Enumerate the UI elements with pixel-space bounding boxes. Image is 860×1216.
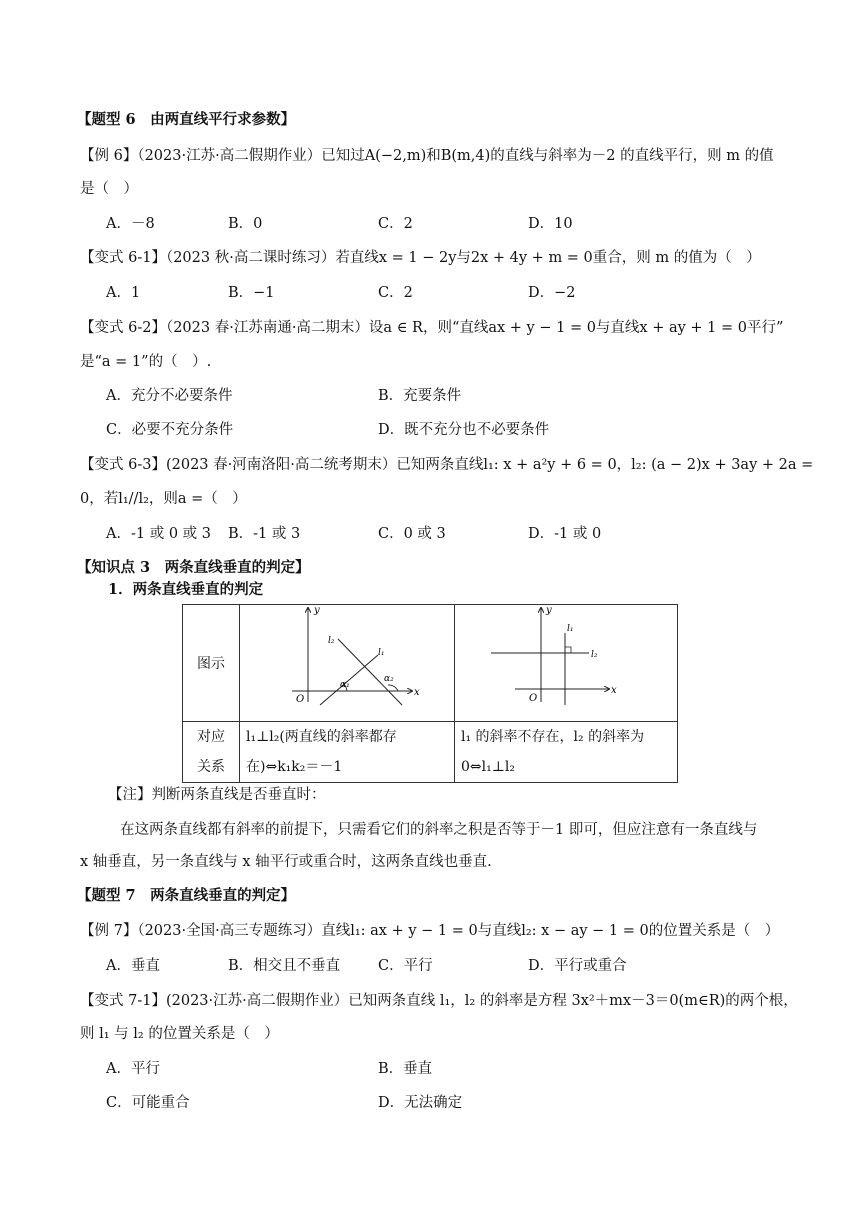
example-7-question: 【例 7】（2023·全国·高三专题练习）直线l₁: ax + y − 1 = 0与直线l₂: x − ay − 1 = 0的位置关系是（ ） xyxy=(80,923,780,939)
variant-6-1-option-b[interactable]: B．−1 xyxy=(228,285,275,301)
variant-6-1-question: 【变式 6-1】（2023 秋·高二课时练习）若直线x = 1 − 2y与2x + 4y + m = 0重合，则 m 的值为（ ） xyxy=(80,250,761,266)
relation-left-line1: l₁⊥l₂(两直线的斜率都存 xyxy=(246,729,397,745)
variant-6-1-option-a[interactable]: A．1 xyxy=(106,285,141,301)
variant-6-3-option-c[interactable]: C．0 或 3 xyxy=(378,526,446,542)
figure-cell-right xyxy=(455,605,678,722)
origin-label-right: O xyxy=(529,693,538,704)
y-label-left: y xyxy=(314,605,320,616)
note-text-line2: x 轴垂直，另一条直线与 x 轴平行或重合时，这两条直线也垂直. xyxy=(80,854,492,870)
variant-6-3-option-b[interactable]: B．-1 或 3 xyxy=(228,526,301,542)
relation-left-line2: 在)⇔k₁k₂＝－1 xyxy=(246,759,343,775)
variant-6-2-option-b[interactable]: B．充要条件 xyxy=(378,388,462,404)
alpha1-label: α₁ xyxy=(340,680,350,690)
variant-6-3-option-a[interactable]: A．-1 或 0 或 3 xyxy=(106,526,211,542)
example-6-option-b[interactable]: B．0 xyxy=(228,216,263,232)
line-l2 xyxy=(338,639,402,705)
perpendicular-slopes-figure xyxy=(240,605,454,717)
section-heading-7: 【题型 7 两条直线垂直的判定】 xyxy=(77,887,296,904)
table-row-label-relation-2: 关系 xyxy=(197,759,225,775)
variant-7-1-option-b[interactable]: B．垂直 xyxy=(378,1061,433,1077)
right-angle-mark xyxy=(565,647,571,653)
knowledge-point-3-heading: 【知识点 3 两条直线垂直的判定】 xyxy=(77,559,310,576)
example-6-option-d[interactable]: D．10 xyxy=(528,216,573,232)
variant-6-3-question-line2: 0，若l₁//l₂，则a =（ ） xyxy=(80,491,247,507)
vertical-horizontal-figure xyxy=(455,605,677,717)
section-heading-6: 【题型 6 由两直线平行求参数】 xyxy=(77,111,296,128)
table-row-label-relation-1: 对应 xyxy=(197,729,225,745)
example-7-option-a[interactable]: A．垂直 xyxy=(106,958,160,974)
relation-right-line1: l₁ 的斜率不存在，l₂ 的斜率为 xyxy=(461,729,645,745)
example-7-option-d[interactable]: D．平行或重合 xyxy=(528,958,627,974)
example-6-question-line1: 【例 6】（2023·江苏·高二假期作业）已知过A(−2,m)和B(m,4)的直线与斜率为－2 的直线平行，则 m 的值 xyxy=(80,148,774,164)
l2-label-left: l₂ xyxy=(328,636,335,646)
l1-label-left: l₁ xyxy=(378,648,385,658)
figure-cell-left xyxy=(240,605,455,722)
alpha2-label: α₂ xyxy=(384,674,394,684)
note-heading: 【注】判断两条直线是否垂直时： xyxy=(108,787,326,803)
variant-6-2-question-line1: 【变式 6-2】（2023 春·江苏南通·高二期末）设a ∈ R，则“直线ax + y − 1 = 0与直线x + ay + 1 = 0平行” xyxy=(80,320,784,336)
variant-6-2-question-line2: 是“a = 1”的（ ）. xyxy=(80,354,212,370)
x-label-right: x xyxy=(611,685,617,696)
variant-6-3-option-d[interactable]: D．-1 或 0 xyxy=(528,526,602,542)
variant-6-2-option-c[interactable]: C．必要不充分条件 xyxy=(106,422,234,438)
knowledge-point-3-subheading: 1．两条直线垂直的判定 xyxy=(108,581,264,598)
variant-6-1-option-d[interactable]: D．−2 xyxy=(528,285,576,301)
variant-7-1-option-c[interactable]: C．可能重合 xyxy=(106,1095,190,1111)
x-label-left: x xyxy=(414,687,420,698)
variant-6-1-option-c[interactable]: C．2 xyxy=(378,285,413,301)
variant-7-1-option-a[interactable]: A．平行 xyxy=(106,1061,160,1077)
example-6-question-line2: 是（ ） xyxy=(80,181,138,197)
relation-right-line2: 0⇔l₁⊥l₂ xyxy=(461,759,515,775)
l2-label-right: l₂ xyxy=(591,650,598,660)
table-row-label-figure: 图示 xyxy=(183,605,240,722)
example-7-option-c[interactable]: C．平行 xyxy=(378,958,433,974)
example-6-option-a[interactable]: A．－8 xyxy=(106,216,155,232)
example-6-option-c[interactable]: C．2 xyxy=(378,216,413,232)
perpendicular-table xyxy=(182,604,678,783)
note-text-line1: 在这两条直线都有斜率的前提下，只需看它们的斜率之积是否等于－1 即可，但应注意有一条直线与 xyxy=(120,822,758,838)
example-7-option-b[interactable]: B．相交且不垂直 xyxy=(228,958,341,974)
variant-6-2-option-a[interactable]: A．充分不必要条件 xyxy=(106,388,233,404)
variant-7-1-question-line1: 【变式 7-1】(2023·江苏·高二假期作业）已知两条直线 l₁，l₂ 的斜率是方程 3x²＋mx－3＝0(m∈R)的两个根， xyxy=(80,993,798,1009)
variant-7-1-option-d[interactable]: D．无法确定 xyxy=(378,1095,463,1111)
variant-6-2-option-d[interactable]: D．既不充分也不必要条件 xyxy=(378,422,550,438)
variant-7-1-question-line2: 则 l₁ 与 l₂ 的位置关系是（ ） xyxy=(80,1026,279,1042)
variant-6-3-question-line1: 【变式 6-3】(2023 春·河南洛阳·高二统考期末）已知两条直线l₁: x + a²y + 6 = 0，l₂: (a − 2)x + 3ay + 2a = xyxy=(80,457,814,473)
y-label-right: y xyxy=(546,605,552,616)
angle-arc-a2 xyxy=(388,685,398,691)
l1-label-right: l₁ xyxy=(567,624,574,634)
origin-label-left: O xyxy=(296,694,305,705)
